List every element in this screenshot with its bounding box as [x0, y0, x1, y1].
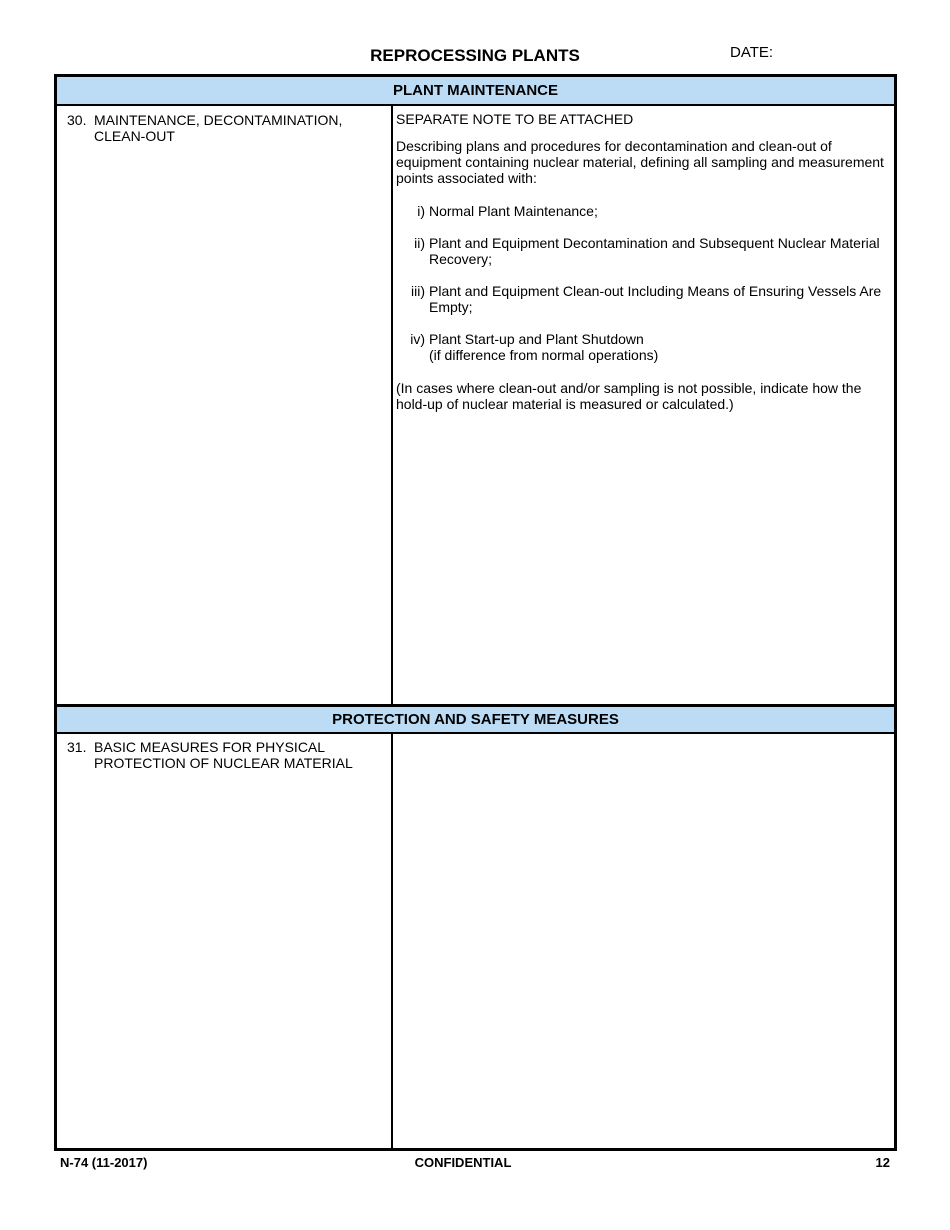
footer-classification: CONFIDENTIAL — [414, 1155, 512, 1170]
section-header-plant-maintenance: PLANT MAINTENANCE — [57, 77, 894, 106]
item-text: BASIC MEASURES FOR PHYSICAL PROTECTION OF NUCLEAR MATERIAL — [94, 739, 353, 771]
column-divider — [391, 734, 393, 1148]
intro-text: Describing plans and procedures for decontamination and clean-out of equipment containing nuclear material, defining all sampling and measurement points associated with: — [396, 138, 884, 186]
list-item — [396, 203, 888, 219]
item-number: 31. — [67, 739, 87, 755]
list-numeral: iv) — [410, 331, 425, 347]
list-numeral: iii) — [411, 283, 425, 299]
list-item — [396, 331, 888, 363]
item-31-label — [67, 739, 367, 771]
date-label: DATE: — [730, 44, 774, 61]
footer-form-id: N-74 (11-2017) — [60, 1155, 148, 1170]
list-text-continuation: (if difference from normal operations) — [429, 347, 659, 363]
list-item — [396, 283, 888, 315]
page-title: REPROCESSING PLANTS — [370, 46, 580, 65]
list-item — [396, 235, 888, 267]
form-frame — [54, 74, 897, 1151]
closing-note: (In cases where clean-out and/or sampling is not possible, indicate how the hold-up of nuclear material is measured or calculated.) — [396, 380, 862, 412]
item-30-label — [67, 112, 367, 144]
note-heading: SEPARATE NOTE TO BE ATTACHED — [396, 111, 634, 127]
procedure-list — [396, 203, 888, 363]
list-numeral: i) — [417, 203, 425, 219]
list-text: Plant Start-up and Plant Shutdown — [429, 331, 644, 347]
section-header-protection-safety: PROTECTION AND SAFETY MEASURES — [57, 704, 894, 734]
column-divider — [391, 106, 393, 704]
footer-page-number: 12 — [875, 1155, 890, 1170]
list-text: Normal Plant Maintenance; — [429, 203, 598, 219]
list-numeral: ii) — [414, 235, 425, 251]
item-text: MAINTENANCE, DECONTAMINATION, CLEAN-OUT — [94, 112, 343, 144]
list-text: Plant and Equipment Clean-out Including Means of Ensuring Vessels Are Empty; — [429, 283, 882, 315]
list-text: Plant and Equipment Decontamination and Subsequent Nuclear Material Recovery; — [429, 235, 880, 267]
item-number: 30. — [67, 112, 87, 128]
item-30-response-field[interactable] — [396, 111, 888, 412]
